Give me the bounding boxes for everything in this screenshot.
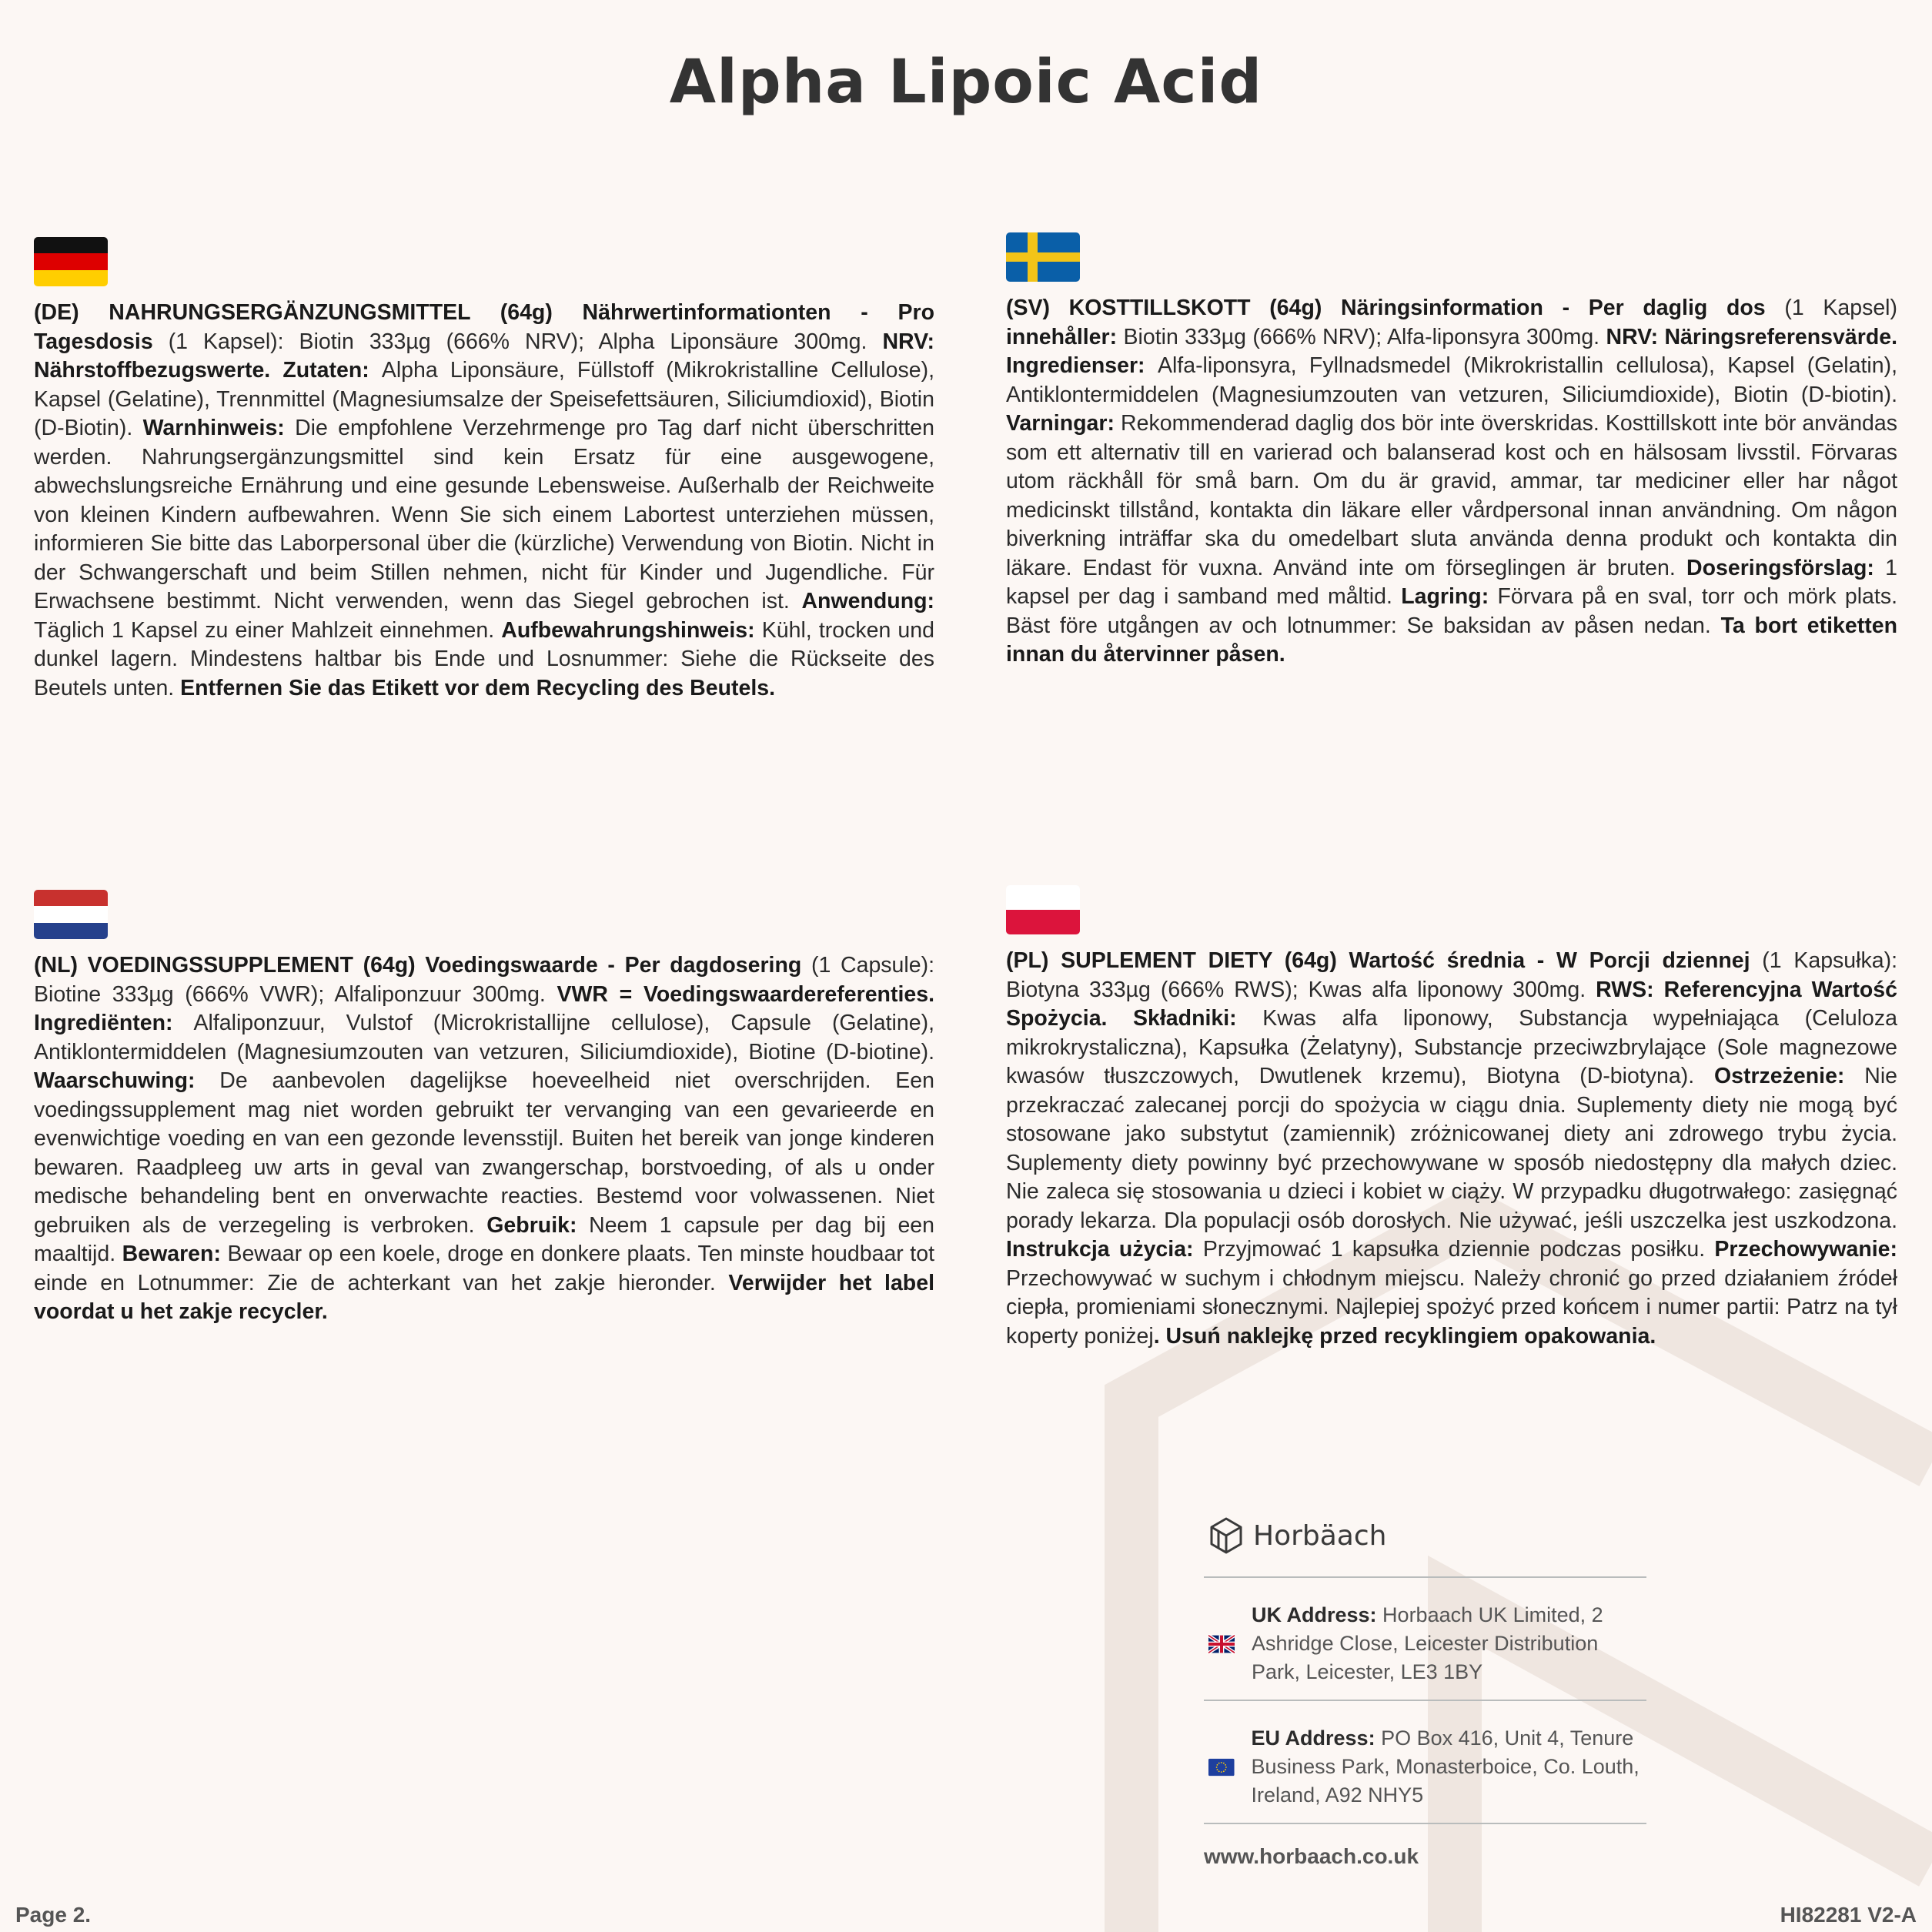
divider	[1204, 1823, 1646, 1824]
eu-star-icon	[1221, 1761, 1222, 1763]
text-run: Ostrzeżenie:	[1713, 1064, 1865, 1088]
uk-address: UK Address: Horbaach UK Limited, 2 Ashridge Close, Leicester Distribution Park, Leicester, LE3 1BY	[1252, 1603, 1603, 1683]
text-run: Die empfohlene Verzehrmenge pro Tag darf nicht überschritten werden. Nahrungsergänzungsmittel sind kein Ersatz für eine ausgewogene, abwechslungsreiche Ernährung und eine gesunde Lebensweise. Außerhalb der Reichweite von kleinen Kindern aufbewahren. Wenn Sie sich einem Labortest unterziehen müssen, informieren Sie bitte das Laborpersonal über die (kürzliche) Verwendung von Biotin. Nicht in der Schwangerschaft und beim Stillen nehmen, nicht für Kinder und Jugendliche. Für Erwachsene bestimmt. Nicht verwenden, wenn das Siegel gebrochen ist.	[34, 416, 935, 613]
text-run: Verwijder het label voordat u het zakje recycler.	[34, 1270, 934, 1324]
text-run: Doseringsförslag:	[1686, 555, 1886, 580]
eu-star-icon	[1221, 1771, 1222, 1773]
eu-star-icon	[1217, 1769, 1218, 1770]
website-link[interactable]: www.horbaach.co.uk	[1204, 1844, 1419, 1868]
germany-flag-icon	[34, 237, 108, 286]
text-run: Anwendung:	[801, 589, 934, 613]
eu-star-icon	[1217, 1764, 1218, 1766]
text-run: 1 kapsel per dag i samband med måltid.	[1006, 555, 1898, 609]
eu-address: EU Address: PO Box 416, Unit 4, Tenure Business Park, Monasterboice, Co. Louth, Ireland, A92 NHY5	[1251, 1726, 1640, 1807]
sweden-flag-icon	[1006, 232, 1080, 282]
text-run: Förvara på en sval, torr och mörk plats. Bäst före utgången av och lotnummer: Se baksidan av påsen nedan.	[1006, 584, 1897, 638]
text-run: NRV: Nährstoffbezugswerte. Zutaten:	[34, 329, 935, 383]
text-run: Nie przekraczać zalecanej porcji do spożycia w ciągu dnia. Suplementy diety nie mogą być stosowane jako substytut (zamiennik) zróżnicowanej diety ani zdrowego trybu życia. Suplementy diety powinny być przechowywane w sposób niedostępny dla małych dziec. Nie zaleca się stosowania u dzieci i kobiet w ciąży. W przypadku długotrwałego: zasięgnąć porady lekarza. Dla populacji osób dorosłych. Nie używać, jeśli uszczelka jest uszkodzona.	[1006, 1064, 1898, 1233]
text-run: (1 Capsule): Biotine 333µg (666% VWR); Alfaliponzuur 300mg.	[34, 953, 934, 1007]
text-run: Instrukcja użycia:	[1006, 1237, 1203, 1262]
section-nl	[34, 890, 934, 1327]
text-run: Bewaar op een koele, droge en donkere plaats. Ten minste houdbaar tot einde en Lotnummer: Zie de achterkant van het zakje hieronder.	[34, 1242, 934, 1295]
text-run: Kühl, trocken und dunkel lagern. Mindestens haltbar bis Ende und Losnummer: Siehe die Rückseite des Beutels unten.	[34, 617, 934, 700]
text-run: Ta bort etiketten innan du återvinner påsen.	[1006, 613, 1897, 667]
text-run: Alpha Liponsäure, Füllstoff (Mikrokristalline Cellulose), Kapsel (Gelatine), Trennmittel (Magnesiumsalze der Speisefettsäuren, Siliciumdioxid), Biotin (D-Biotin).	[34, 358, 934, 440]
uk-address-block	[1208, 1601, 1651, 1686]
eu-star-icon	[1218, 1770, 1220, 1772]
text-run: (PL) SUPLEMENT DIETY (64g) Wartość średnia - W Porcji dziennej	[1006, 948, 1763, 973]
text-run: Waarschuwing:	[34, 1068, 220, 1093]
text-run: (DE) NAHRUNGSERGÄNZUNGSMITTEL (64g) Nährwertinformationten - Pro Tagesdosis	[34, 300, 934, 354]
text-run: (SV) KOSTTILLSKOTT (64g) Näringsinformation - Per daglig dos	[1006, 296, 1785, 320]
text-run: innehåller:	[1006, 324, 1124, 349]
text-run: (NL) VOEDINGSSUPPLEMENT (64g) Voedingswaarde - Per dagdosering	[34, 953, 811, 978]
text-run: Varningar:	[1006, 411, 1121, 436]
text-run: VWR = Voedingswaardereferenties. Ingrediënten:	[34, 981, 934, 1035]
text-run: (1 Kapsel)	[1784, 296, 1897, 320]
text-run: Alfa-liponsyra, Fyllnadsmedel (Mikrokristallin cellulosa), Kapsel (Gelatin), Antiklontermiddelen (Magnesiumzouten van vetzuren, Siliciumdioxide), Biotin (D-biotin).	[1006, 353, 1898, 407]
eu-address-block	[1208, 1724, 1651, 1810]
netherlands-flag-icon	[34, 890, 108, 939]
eu-star-icon	[1223, 1762, 1225, 1763]
text-run: Przechowywać w suchym i chłodnym miejscu. Należy chronić go przed działaniem źródeł ciepła, promieniami słonecznymi. Najlepiej spożyć przed końcem i numer partii: Patrz na tył koperty poniżej	[1006, 1265, 1897, 1349]
divider	[1204, 1700, 1646, 1701]
poland-flag-icon	[1006, 885, 1080, 934]
eu-star-icon	[1218, 1762, 1220, 1763]
eu-star-icon	[1225, 1767, 1227, 1768]
page-number: Page 2.	[15, 1903, 92, 1927]
text-run: Warnhinweis:	[142, 416, 296, 440]
text-run: Przechowywanie:	[1714, 1237, 1897, 1262]
product-code: HI82281 V2-A	[1780, 1903, 1917, 1927]
text-run: Neem 1 capsule per dag bij een maaltijd.	[34, 1212, 934, 1266]
page-title: Alpha Lipoic Acid	[669, 48, 1263, 117]
section-text-nl	[34, 951, 934, 1327]
eu-star-icon	[1216, 1767, 1218, 1768]
eu-star-icon	[1223, 1770, 1225, 1772]
text-run: Gebruik:	[486, 1212, 590, 1238]
eu-star-icon	[1225, 1769, 1226, 1770]
text-run: . Usuń naklejkę przed recyklingiem opakowania.	[1153, 1323, 1656, 1349]
text-run: Bewaren:	[122, 1242, 228, 1266]
text-run: Alfaliponzuur, Vulstof (Microkristallijne cellulose), Capsule (Gelatine), Antiklontermiddelen (Magnesiumzouten van vetzuren, Siliciumdioxide), Biotine (D-biotine).	[34, 1011, 934, 1065]
horbaach-cube-logo-icon	[1208, 1516, 1244, 1555]
text-run: Przyjmować 1 kapsułka dziennie podczas posiłku.	[1202, 1237, 1715, 1262]
brand-name: Horbäach	[1253, 1519, 1387, 1552]
section-de	[34, 237, 934, 703]
text-run: Rekommenderad daglig dos bör inte överskridas. Kosttillskott inte bör användas som ett alternativ till en varierad och balanserad kost och en hälsosam livsstil. Förvaras utom räckhåll för små barn. Om du är gravid, ammar, tar mediciner eller har något medicinskt tillstånd, kontakta din läkare eller vårdpersonal innan användning. Om någon biverkning inträffar ska du omedelbart sluta använda denna produkt och kontakta din läkare. Endast för vuxna. Använd inte om förseglingen är bruten.	[1006, 411, 1898, 580]
text-run: Aufbewahrungshinweis:	[501, 617, 762, 643]
text-run: Täglich 1 Kapsel zu einer Mahlzeit einnehmen.	[34, 617, 502, 643]
section-text-de	[34, 299, 934, 703]
section-pl	[1006, 885, 1897, 1351]
section-text-pl	[1006, 947, 1897, 1351]
eu-flag-icon	[1208, 1746, 1235, 1788]
text-run: NRV: Näringsreferensvärde. Ingredienser:	[1006, 324, 1897, 378]
uk-flag-icon	[1208, 1623, 1235, 1665]
text-run: Lagring:	[1401, 584, 1498, 609]
text-run: Biotin 333µg (666% NRV); Alfa-liponsyra 300mg.	[1123, 324, 1606, 349]
section-text-sv	[1006, 294, 1897, 670]
text-run: De aanbevolen dagelijkse hoeveelheid niet overschrijden. Een voedingssupplement mag niet worden gebruikt ter vervanging van een gevarieerde en evenwichtige voeding en van een gezonde levensstijl. Buiten het bereik van jonge kinderen bewaren. Raadpleeg uw arts in geval van zwangerschap, borstvoeding, of als u onder medische behandeling bent en onverwachte reacties. Bestemd voor volwassenen. Niet gebruiken als de verzegeling is verbroken.	[34, 1068, 934, 1238]
text-run: Kwas alfa liponowy, Substancja wypełniająca (Celuloza mikrokrystaliczna), Kapsułka (Żelatyny), Substancje przeciwzbrylające (Sole magnezowe kwasów tłuszczowych, Dwutlenek krzemu), Biotyna (D-biotyna).	[1006, 1006, 1897, 1088]
text-run: Entfernen Sie das Etikett vor dem Recycling des Beutels.	[180, 675, 776, 700]
text-run: (1 Kapsułka): Biotyna 333µg (666% RWS); Kwas alfa liponowy 300mg.	[1006, 948, 1897, 1002]
text-run: RWS: Referencyjna Wartość Spożycia. Składniki:	[1006, 977, 1897, 1031]
text-run: (1 Kapsel): Biotin 333µg (666% NRV); Alpha Liponsäure 300mg.	[168, 329, 883, 354]
divider	[1204, 1576, 1646, 1578]
eu-star-icon	[1225, 1764, 1226, 1766]
brand-logo	[1208, 1516, 1386, 1555]
section-sv	[1006, 232, 1897, 670]
